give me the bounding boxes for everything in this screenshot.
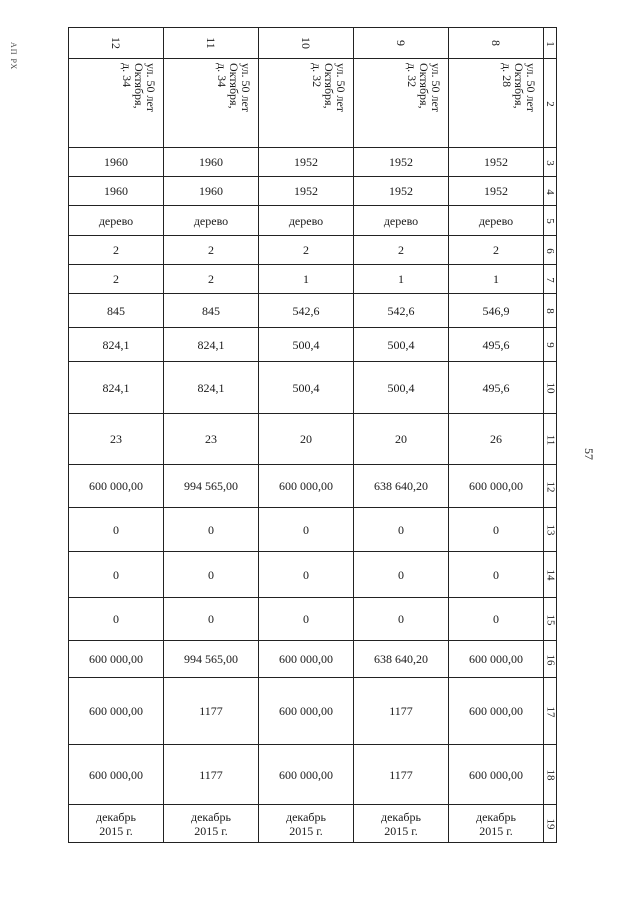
data-cell-col-10: [354, 362, 449, 414]
data-cell-col-7: [259, 265, 354, 294]
column-number: 12: [544, 481, 556, 492]
data-cell-col-4: [449, 177, 544, 206]
address-text: ул. 50 лет Октября, д. 32: [310, 63, 348, 113]
cell-value: 994 565,00: [184, 479, 238, 493]
address-cell: [259, 59, 354, 148]
data-cell-col-12: [69, 465, 164, 508]
data-cell-col-7: [69, 265, 164, 294]
cell-value: 824,1: [197, 337, 225, 352]
data-cell-col-15: [354, 598, 449, 641]
cell-value: 0: [208, 567, 214, 582]
address-text: ул. 50 лет Октября, д. 32: [405, 63, 443, 113]
cell-value: 2: [113, 243, 119, 257]
data-cell-col-16: [354, 641, 449, 678]
data-cell-col-15: [259, 598, 354, 641]
cell-value: 0: [303, 522, 309, 537]
data-cell-col-17: [69, 678, 164, 745]
cell-value: 542,6: [292, 303, 320, 318]
data-cell-col-19: [449, 805, 544, 843]
record-number-cell: [164, 28, 259, 59]
cell-value: 2: [113, 272, 119, 286]
cell-value: 495,6: [482, 380, 510, 395]
record-number: 12: [109, 37, 123, 49]
cell-value: декабрь 2015 г.: [96, 809, 136, 838]
column-number: 9: [544, 342, 556, 348]
cell-value: 1: [493, 272, 499, 286]
column-number: 15: [544, 614, 556, 625]
cell-value: 0: [398, 612, 404, 626]
column-number-cell: [544, 294, 557, 328]
data-cell-col-4: [259, 177, 354, 206]
data-cell-col-19: [69, 805, 164, 843]
cell-value: 600 000,00: [89, 767, 143, 782]
column-number-cell: [544, 552, 557, 598]
table-row: [69, 641, 557, 678]
cell-value: 638 640,20: [374, 652, 428, 666]
column-number: 16: [544, 654, 556, 665]
cell-value: 600 000,00: [469, 479, 523, 493]
cell-value: 0: [208, 522, 214, 537]
table-row: [69, 598, 557, 641]
data-cell-col-18: [164, 745, 259, 805]
column-number-cell: [544, 745, 557, 805]
table-row: [69, 294, 557, 328]
data-cell-col-19: [354, 805, 449, 843]
data-cell-col-16: [259, 641, 354, 678]
column-number-cell: [544, 598, 557, 641]
data-cell-col-14: [164, 552, 259, 598]
column-number-cell: [544, 148, 557, 177]
data-cell-col-19: [164, 805, 259, 843]
data-cell-col-6: [164, 236, 259, 265]
column-number: 13: [544, 524, 556, 536]
data-cell-col-11: [69, 414, 164, 465]
column-number-cell: [544, 206, 557, 236]
cell-value: 0: [113, 612, 119, 626]
cell-value: 600 000,00: [279, 767, 333, 782]
cell-value: дерево: [288, 213, 324, 228]
column-number: 1: [544, 40, 556, 47]
cell-value: 1952: [484, 184, 508, 198]
data-cell-col-14: [69, 552, 164, 598]
cell-value: 0: [493, 612, 499, 626]
cell-value: 0: [398, 567, 404, 582]
cell-value: 20: [395, 432, 407, 446]
data-cell-col-3: [69, 148, 164, 177]
cell-value: декабрь 2015 г.: [286, 809, 326, 838]
data-cell-col-15: [164, 598, 259, 641]
data-cell-col-11: [449, 414, 544, 465]
cell-value: 0: [113, 567, 119, 582]
cell-value: дерево: [193, 213, 229, 228]
cell-value: 1177: [389, 704, 413, 718]
column-number: 14: [544, 569, 556, 581]
cell-value: 2: [303, 243, 309, 257]
table-row: [69, 236, 557, 265]
cell-value: 824,1: [197, 380, 225, 395]
table-row: [69, 177, 557, 206]
cell-value: 500,4: [387, 337, 415, 352]
data-cell-col-5: [164, 206, 259, 236]
cell-value: 1952: [389, 184, 413, 198]
cell-value: 2: [398, 243, 404, 257]
column-number: 7: [544, 276, 556, 283]
data-cell-col-3: [259, 148, 354, 177]
data-cell-col-11: [354, 414, 449, 465]
data-cell-col-7: [354, 265, 449, 294]
column-number-cell: [544, 59, 557, 148]
cell-value: 994 565,00: [184, 652, 238, 666]
address-text: ул. 50 лет Октября, д. 34: [215, 63, 253, 113]
data-cell-col-10: [259, 362, 354, 414]
data-cell-col-11: [164, 414, 259, 465]
cell-value: декабрь 2015 г.: [381, 809, 421, 838]
data-cell-col-8: [354, 294, 449, 328]
housing-data-table: [68, 27, 557, 843]
data-cell-col-5: [354, 206, 449, 236]
column-number-cell: [544, 177, 557, 206]
data-cell-col-6: [354, 236, 449, 265]
data-cell-col-4: [164, 177, 259, 206]
cell-value: 23: [110, 432, 122, 446]
data-cell-col-8: [449, 294, 544, 328]
table-row: [69, 148, 557, 177]
data-cell-col-17: [164, 678, 259, 745]
data-cell-col-10: [449, 362, 544, 414]
cell-value: 1: [398, 272, 404, 286]
cell-value: 26: [490, 432, 502, 446]
record-number-cell: [449, 28, 544, 59]
data-cell-col-13: [69, 508, 164, 552]
cell-value: 542,6: [387, 303, 415, 318]
column-number: 11: [544, 434, 556, 445]
record-number: 10: [299, 37, 313, 49]
record-number-cell: [354, 28, 449, 59]
cell-value: 2: [208, 243, 214, 257]
address-cell: [69, 59, 164, 148]
cell-value: 638 640,20: [374, 479, 428, 493]
table-row: [69, 28, 557, 59]
data-cell-col-9: [354, 328, 449, 362]
cell-value: 1952: [484, 155, 508, 169]
data-cell-col-13: [354, 508, 449, 552]
table-row: [69, 206, 557, 236]
cell-value: 1952: [294, 155, 318, 169]
column-number: 5: [544, 218, 556, 224]
column-number-cell: [544, 362, 557, 414]
data-cell-col-14: [354, 552, 449, 598]
cell-value: 1177: [199, 767, 223, 782]
column-number-cell: [544, 465, 557, 508]
cell-value: декабрь 2015 г.: [476, 809, 516, 838]
data-cell-col-17: [354, 678, 449, 745]
data-cell-col-18: [449, 745, 544, 805]
data-cell-col-13: [449, 508, 544, 552]
page-number: 57: [582, 448, 596, 460]
data-cell-col-16: [69, 641, 164, 678]
cell-value: дерево: [98, 213, 134, 228]
data-cell-col-19: [259, 805, 354, 843]
data-cell-col-7: [164, 265, 259, 294]
data-cell-col-15: [69, 598, 164, 641]
address-text: ул. 50 лет Октября, д. 34: [120, 63, 158, 113]
data-cell-col-7: [449, 265, 544, 294]
data-cell-col-10: [164, 362, 259, 414]
table-row: [69, 59, 557, 148]
table-row: [69, 552, 557, 598]
cell-value: 0: [493, 567, 499, 582]
data-cell-col-12: [259, 465, 354, 508]
cell-value: 600 000,00: [469, 652, 523, 666]
cell-value: 500,4: [387, 380, 415, 395]
data-cell-col-4: [354, 177, 449, 206]
cell-value: 600 000,00: [279, 479, 333, 493]
cell-value: 600 000,00: [89, 704, 143, 718]
data-cell-col-16: [164, 641, 259, 678]
table-row: [69, 265, 557, 294]
cell-value: 1177: [199, 704, 223, 718]
cell-value: 1952: [294, 184, 318, 198]
data-cell-col-3: [354, 148, 449, 177]
cell-value: 0: [113, 522, 119, 537]
cell-value: 600 000,00: [89, 652, 143, 666]
data-cell-col-6: [259, 236, 354, 265]
data-cell-col-16: [449, 641, 544, 678]
cell-value: 600 000,00: [279, 704, 333, 718]
data-cell-col-3: [164, 148, 259, 177]
cell-value: 1: [303, 272, 309, 286]
data-cell-col-18: [69, 745, 164, 805]
cell-value: 23: [205, 432, 217, 446]
cell-value: 824,1: [102, 380, 130, 395]
table-row: [69, 678, 557, 745]
address-text: ул. 50 лет Октября, д. 28: [500, 63, 538, 113]
column-number-cell: [544, 236, 557, 265]
data-cell-col-17: [259, 678, 354, 745]
data-cell-col-18: [259, 745, 354, 805]
column-number-cell: [544, 508, 557, 552]
cell-value: 600 000,00: [469, 704, 523, 718]
column-number-cell: [544, 414, 557, 465]
address-cell: [164, 59, 259, 148]
data-cell-col-6: [449, 236, 544, 265]
cell-value: 600 000,00: [279, 652, 333, 666]
data-cell-col-14: [259, 552, 354, 598]
data-cell-col-9: [259, 328, 354, 362]
cell-value: 0: [303, 567, 309, 582]
table-row: [69, 745, 557, 805]
cell-value: 600 000,00: [469, 767, 523, 782]
data-cell-col-4: [69, 177, 164, 206]
data-cell-col-6: [69, 236, 164, 265]
record-number: 8: [489, 40, 503, 46]
column-number: 2: [544, 100, 556, 107]
data-cell-col-5: [259, 206, 354, 236]
cell-value: 2: [208, 272, 214, 286]
column-number-cell: [544, 328, 557, 362]
column-number: 6: [544, 247, 556, 254]
cell-value: дерево: [383, 213, 419, 228]
data-cell-col-9: [164, 328, 259, 362]
data-cell-col-9: [69, 328, 164, 362]
cell-value: 824,1: [102, 337, 130, 352]
column-number: 19: [544, 818, 556, 830]
data-cell-col-17: [449, 678, 544, 745]
data-cell-col-5: [449, 206, 544, 236]
cell-value: 1960: [104, 155, 128, 169]
data-cell-col-12: [164, 465, 259, 508]
record-number: 11: [204, 37, 218, 49]
cell-value: 0: [208, 612, 214, 626]
cell-value: 600 000,00: [89, 479, 143, 493]
cell-value: 1960: [104, 184, 128, 198]
table-row: [69, 328, 557, 362]
table-row: [69, 805, 557, 843]
data-cell-col-11: [259, 414, 354, 465]
data-cell-col-8: [259, 294, 354, 328]
address-cell: [449, 59, 544, 148]
data-cell-col-14: [449, 552, 544, 598]
data-cell-col-8: [164, 294, 259, 328]
cell-value: 20: [300, 432, 312, 446]
table-row: [69, 414, 557, 465]
cell-value: 500,4: [292, 380, 320, 395]
table-row: [69, 362, 557, 414]
cell-value: 1960: [199, 184, 223, 198]
cell-value: 495,6: [482, 337, 510, 352]
cell-value: 845: [202, 303, 220, 318]
table-row: [69, 508, 557, 552]
data-cell-col-5: [69, 206, 164, 236]
data-cell-col-12: [354, 465, 449, 508]
record-number-cell: [69, 28, 164, 59]
data-cell-col-10: [69, 362, 164, 414]
data-cell-col-3: [449, 148, 544, 177]
data-cell-col-18: [354, 745, 449, 805]
column-number: 8: [544, 308, 556, 314]
column-number-cell: [544, 265, 557, 294]
cell-value: 0: [398, 522, 404, 537]
cell-value: 2: [493, 243, 499, 257]
cell-value: 0: [303, 612, 309, 626]
column-number: 4: [544, 188, 556, 195]
cell-value: 1960: [199, 155, 223, 169]
column-number: 10: [544, 382, 556, 394]
data-cell-col-12: [449, 465, 544, 508]
data-cell-col-9: [449, 328, 544, 362]
archive-margin-mark: АП РХ: [9, 42, 18, 71]
cell-value: 500,4: [292, 337, 320, 352]
cell-value: 845: [107, 303, 125, 318]
column-number-cell: [544, 805, 557, 843]
column-number: 18: [544, 769, 556, 781]
data-cell-col-15: [449, 598, 544, 641]
column-number-cell: [544, 678, 557, 745]
data-cell-col-8: [69, 294, 164, 328]
cell-value: 1952: [389, 155, 413, 169]
address-cell: [354, 59, 449, 148]
column-number-cell: [544, 28, 557, 59]
data-cell-col-13: [259, 508, 354, 552]
cell-value: 1177: [389, 767, 413, 782]
cell-value: 546,9: [482, 303, 510, 318]
cell-value: 0: [493, 522, 499, 537]
data-cell-col-13: [164, 508, 259, 552]
column-number-cell: [544, 641, 557, 678]
column-number: 17: [544, 706, 556, 717]
cell-value: дерево: [478, 213, 514, 228]
record-number-cell: [259, 28, 354, 59]
column-number: 3: [544, 159, 556, 166]
record-number: 9: [394, 40, 408, 46]
table-row: [69, 465, 557, 508]
cell-value: декабрь 2015 г.: [191, 809, 231, 838]
